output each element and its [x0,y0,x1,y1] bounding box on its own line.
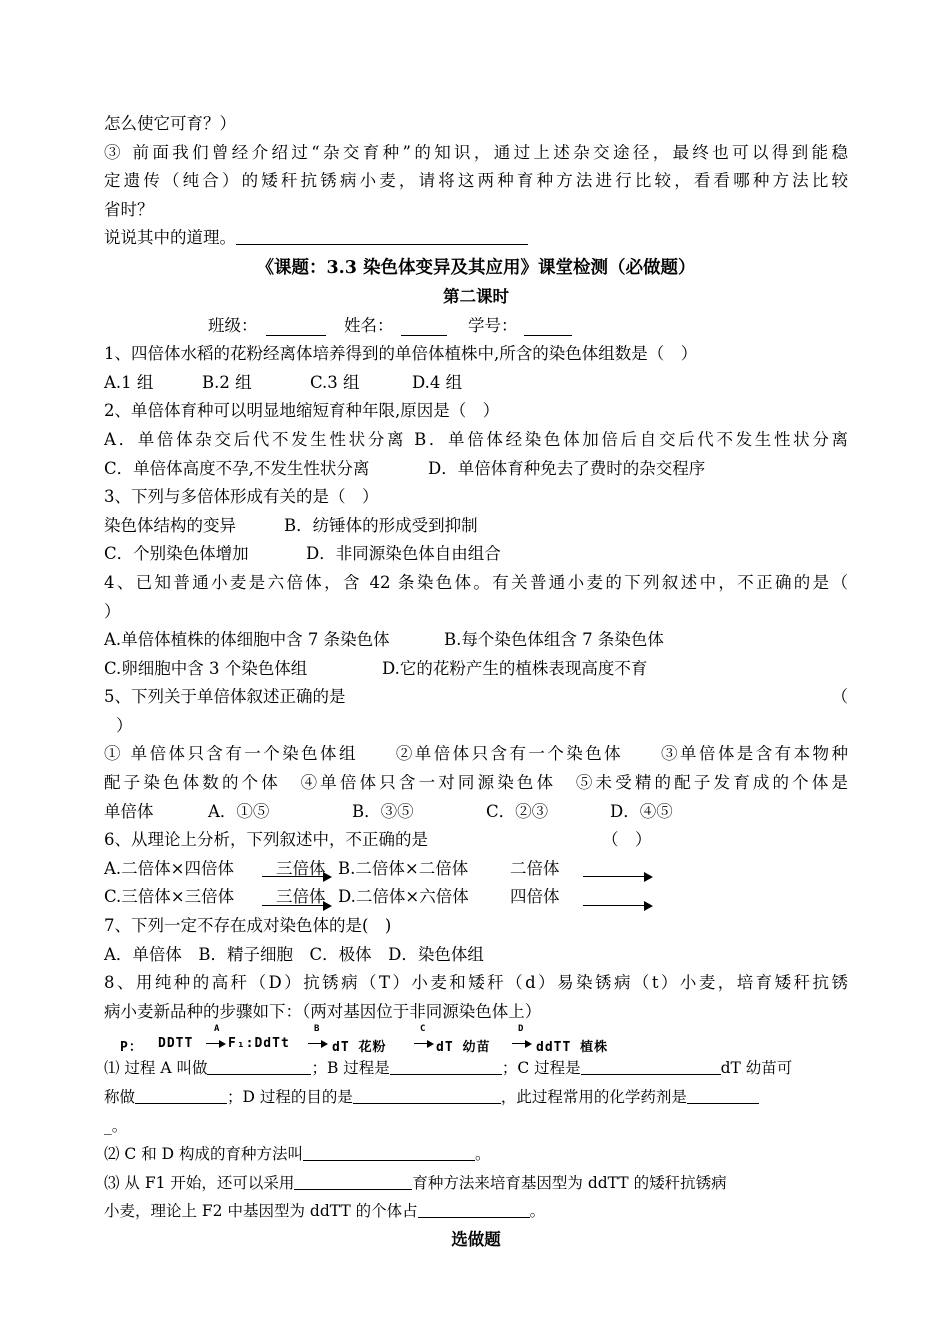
name-label: 姓名： [344,315,394,335]
arrow-icon [512,1040,532,1048]
intro-line-5 [104,224,848,253]
q8-part3-a: ⑶ 从 F1 开始，还可以采用 [104,1173,295,1192]
q5-option-a: A．①⑤ [208,801,270,821]
class-blank [266,317,326,336]
q8-part2-c: ，此过程常用的化学药剂是 [500,1088,687,1106]
flow-step-0: DDTT [158,1036,194,1052]
q5-line-1: ① 单倍体只含有一个染色体组 ②单倍体只含有一个染色体 ③单倍体是含有本物种 [104,744,848,764]
q5-stem-text: 5、下列关于单倍体叙述正确的是 [104,687,346,707]
q6-stem [104,826,848,855]
q8-part1-line-1 [104,1054,848,1083]
page-title: 《课题：3.3 染色体变异及其应用》课堂检测（必做题） [256,257,696,278]
q3-option-b: B．纺锤体的形成受到抑制 [284,515,478,535]
flow-step-1: F₁:DdTt [228,1036,290,1052]
arrow-icon [583,871,653,883]
answer-blank [207,1060,311,1075]
q8-line-2: 病小麦新品种的步骤如下：（两对基因位于非同源染色体上） [104,1001,542,1021]
q3-options-cd [104,540,848,569]
q4-options-cd [104,655,848,684]
answer-blank [581,1060,721,1075]
q1-option-d: D.4 组 [412,372,463,392]
flow-step-2: dT 花粉 [332,1040,387,1056]
flow-label-c: C [420,1024,426,1035]
answer-blank [135,1089,227,1104]
q3-option-d: D．非同源染色体自由组合 [306,544,501,564]
breeding-flow-diagram [104,1026,848,1054]
q6-option-a-result: 三倍体 [276,858,326,878]
q4-options-ab [104,626,848,655]
q8-part2 [104,1140,848,1169]
optional-section-heading: 选做题 [451,1229,501,1249]
q8-part2-text: ⑵ C 和 D 构成的育种方法叫 [104,1145,303,1164]
q1-option-a: A.1 组 [104,372,154,392]
q3-option-c: C．个别染色体增加 [104,544,249,564]
q8-part2-end: 。 [475,1145,491,1164]
q6-options-ab [104,855,848,884]
intro-line-1: 怎么使它可育？） [104,114,236,133]
intro-line-4: 省时？ [104,199,154,219]
q4-option-a: A.单倍体植株的体细胞中含 7 条染色体 [104,630,390,650]
q8-part1-b: ；B 过程是 [311,1059,390,1078]
q8-part1-c: ；C 过程是 [501,1059,581,1078]
answer-blank [303,1146,475,1161]
answer-blank [353,1089,501,1104]
q5-paren-close: ） [116,715,133,735]
q1-options [104,369,848,398]
q4-option-c: C.卵细胞中含 3 个染色体组 [104,658,308,678]
flow-p: P： [120,1040,143,1056]
q5-option-b: B．③⑤ [352,801,414,821]
q8-part1-line-3: _。 [104,1116,128,1135]
q5-line-2: 配子染色体数的个体 ④单倍体只含一对同源染色体 ⑤未受精的配子发育成的个体是 [104,773,848,793]
q8-part3-line-1 [104,1169,848,1198]
q8-line-1: 8、用纯种的高秆（D）抗锈病（T）小麦和矮秆（d）易染锈病（t）小麦，培育矮秆抗锈 [104,973,848,993]
q8-part1-d: dT 幼苗可 [720,1059,793,1078]
q5-options [104,798,848,827]
intro-line-2: ③ 前面我们曾经介绍过“杂交育种”的知识，通过上述杂交途径，最终也可以得到能稳 [104,142,848,162]
q2-options-cd [104,455,848,484]
q6-option-c-result: 三倍体 [276,887,326,907]
q1-option-b: B.2 组 [202,372,252,392]
flow-label-d: D [518,1024,524,1035]
q6-option-b-result: 二倍体 [510,858,560,878]
q3-options-ab [104,512,848,541]
flow-label-b: B [314,1024,320,1035]
intro-line-3: 定遗传（纯合）的矮秆抗锈病小麦，请将这两种育种方法进行比较，看看哪种方法比较 [104,171,848,191]
answer-blank [294,1175,412,1190]
flow-label-a: A [214,1024,220,1035]
q5-paren-open: （ [831,687,848,707]
answer-blank [390,1060,502,1075]
q5-stem [104,683,848,712]
q5-option-d: D．④⑤ [610,801,673,821]
flow-step-4: ddTT 植株 [536,1040,609,1056]
q4-option-d: D.它的花粉产生的植株表现高度不育 [382,658,648,678]
name-blank [401,317,447,336]
page-subtitle: 第二课时 [443,286,509,306]
arrow-icon [206,1040,226,1048]
q6-stem-text: 6、从理论上分析，下列叙述中，不正确的是 [104,830,428,850]
arrow-icon [414,1040,434,1048]
q3-stem: 3、下列与多倍体形成有关的是（ ） [104,487,379,507]
q1-stem: 1、四倍体水稻的花粉经离体培养得到的单倍体植株中,所含的染色体组数是（ ） [104,344,698,364]
q4-stem-1: 4、已知普通小麦是六倍体，含 42 条染色体。有关普通小麦的下列叙述中，不正确的是（ [104,572,848,592]
q8-part3-b: 育种方法来培育基因型为 ddTT 的矮秆抗锈病 [412,1173,727,1192]
q8-part1-a: ⑴ 过程 A 叫做 [104,1059,208,1078]
document-page [104,110,848,1255]
id-blank [524,317,572,336]
q2-stem: 2、单倍体育种可以明显地缩短育种年限,原因是（ ） [104,401,500,421]
q6-option-d-result: 四倍体 [510,887,560,907]
q4-stem-2: ） [104,601,121,621]
q2-options-ab: A．单倍体杂交后代不发生性状分离 B．单倍体经染色体加倍后自交后代不发生性状分离 [104,429,848,449]
q8-part2-a: 称做 [104,1088,136,1106]
q6-option-c: C.三倍体×三倍体 [104,887,235,907]
id-label: 学号： [468,315,518,335]
q1-option-c: C.3 组 [310,372,360,392]
class-label: 班级： [208,315,258,335]
q6-paren: （ ） [602,830,652,850]
q8-part2-b: ；D 过程的目的是 [227,1088,353,1106]
answer-blank [687,1089,759,1104]
q5-option-c: C．②③ [486,801,549,821]
intro-line-5-text: 说说其中的道理。 [104,228,236,248]
q7-options: A．单倍体 B．精子细胞 C．极体 D．染色体组 [104,944,484,964]
q2-option-c: C．单倍体高度不孕,不发生性状分离 [104,458,370,478]
q3-option-a: 染色体结构的变异 [104,515,236,535]
student-info [104,312,848,341]
q6-option-b: B.二倍体×二倍体 [338,858,469,878]
q8-part3-c: 小麦，理论上 F2 中基因型为 ddTT 的个体占 [104,1202,418,1221]
q5-line-3: 单倍体 [104,801,154,821]
arrow-icon [583,900,653,912]
q6-option-a: A.二倍体×四倍体 [104,858,234,878]
q8-part1-line-2 [104,1083,848,1112]
q6-options-cd [104,883,848,912]
q6-option-d: D.二倍体×六倍体 [338,887,469,907]
q8-part3-line-2 [104,1197,848,1226]
q7-stem: 7、下列一定不存在成对染色体的是( ) [104,916,392,936]
answer-blank [236,226,528,245]
q8-part3-end: 。 [529,1202,546,1221]
arrow-icon [308,1040,328,1048]
flow-step-3: dT 幼苗 [436,1040,491,1056]
q2-option-d: D．单倍体育种免去了费时的杂交程序 [428,458,706,478]
q4-option-b: B.每个染色体组含 7 条染色体 [444,630,664,650]
answer-blank [418,1203,530,1218]
